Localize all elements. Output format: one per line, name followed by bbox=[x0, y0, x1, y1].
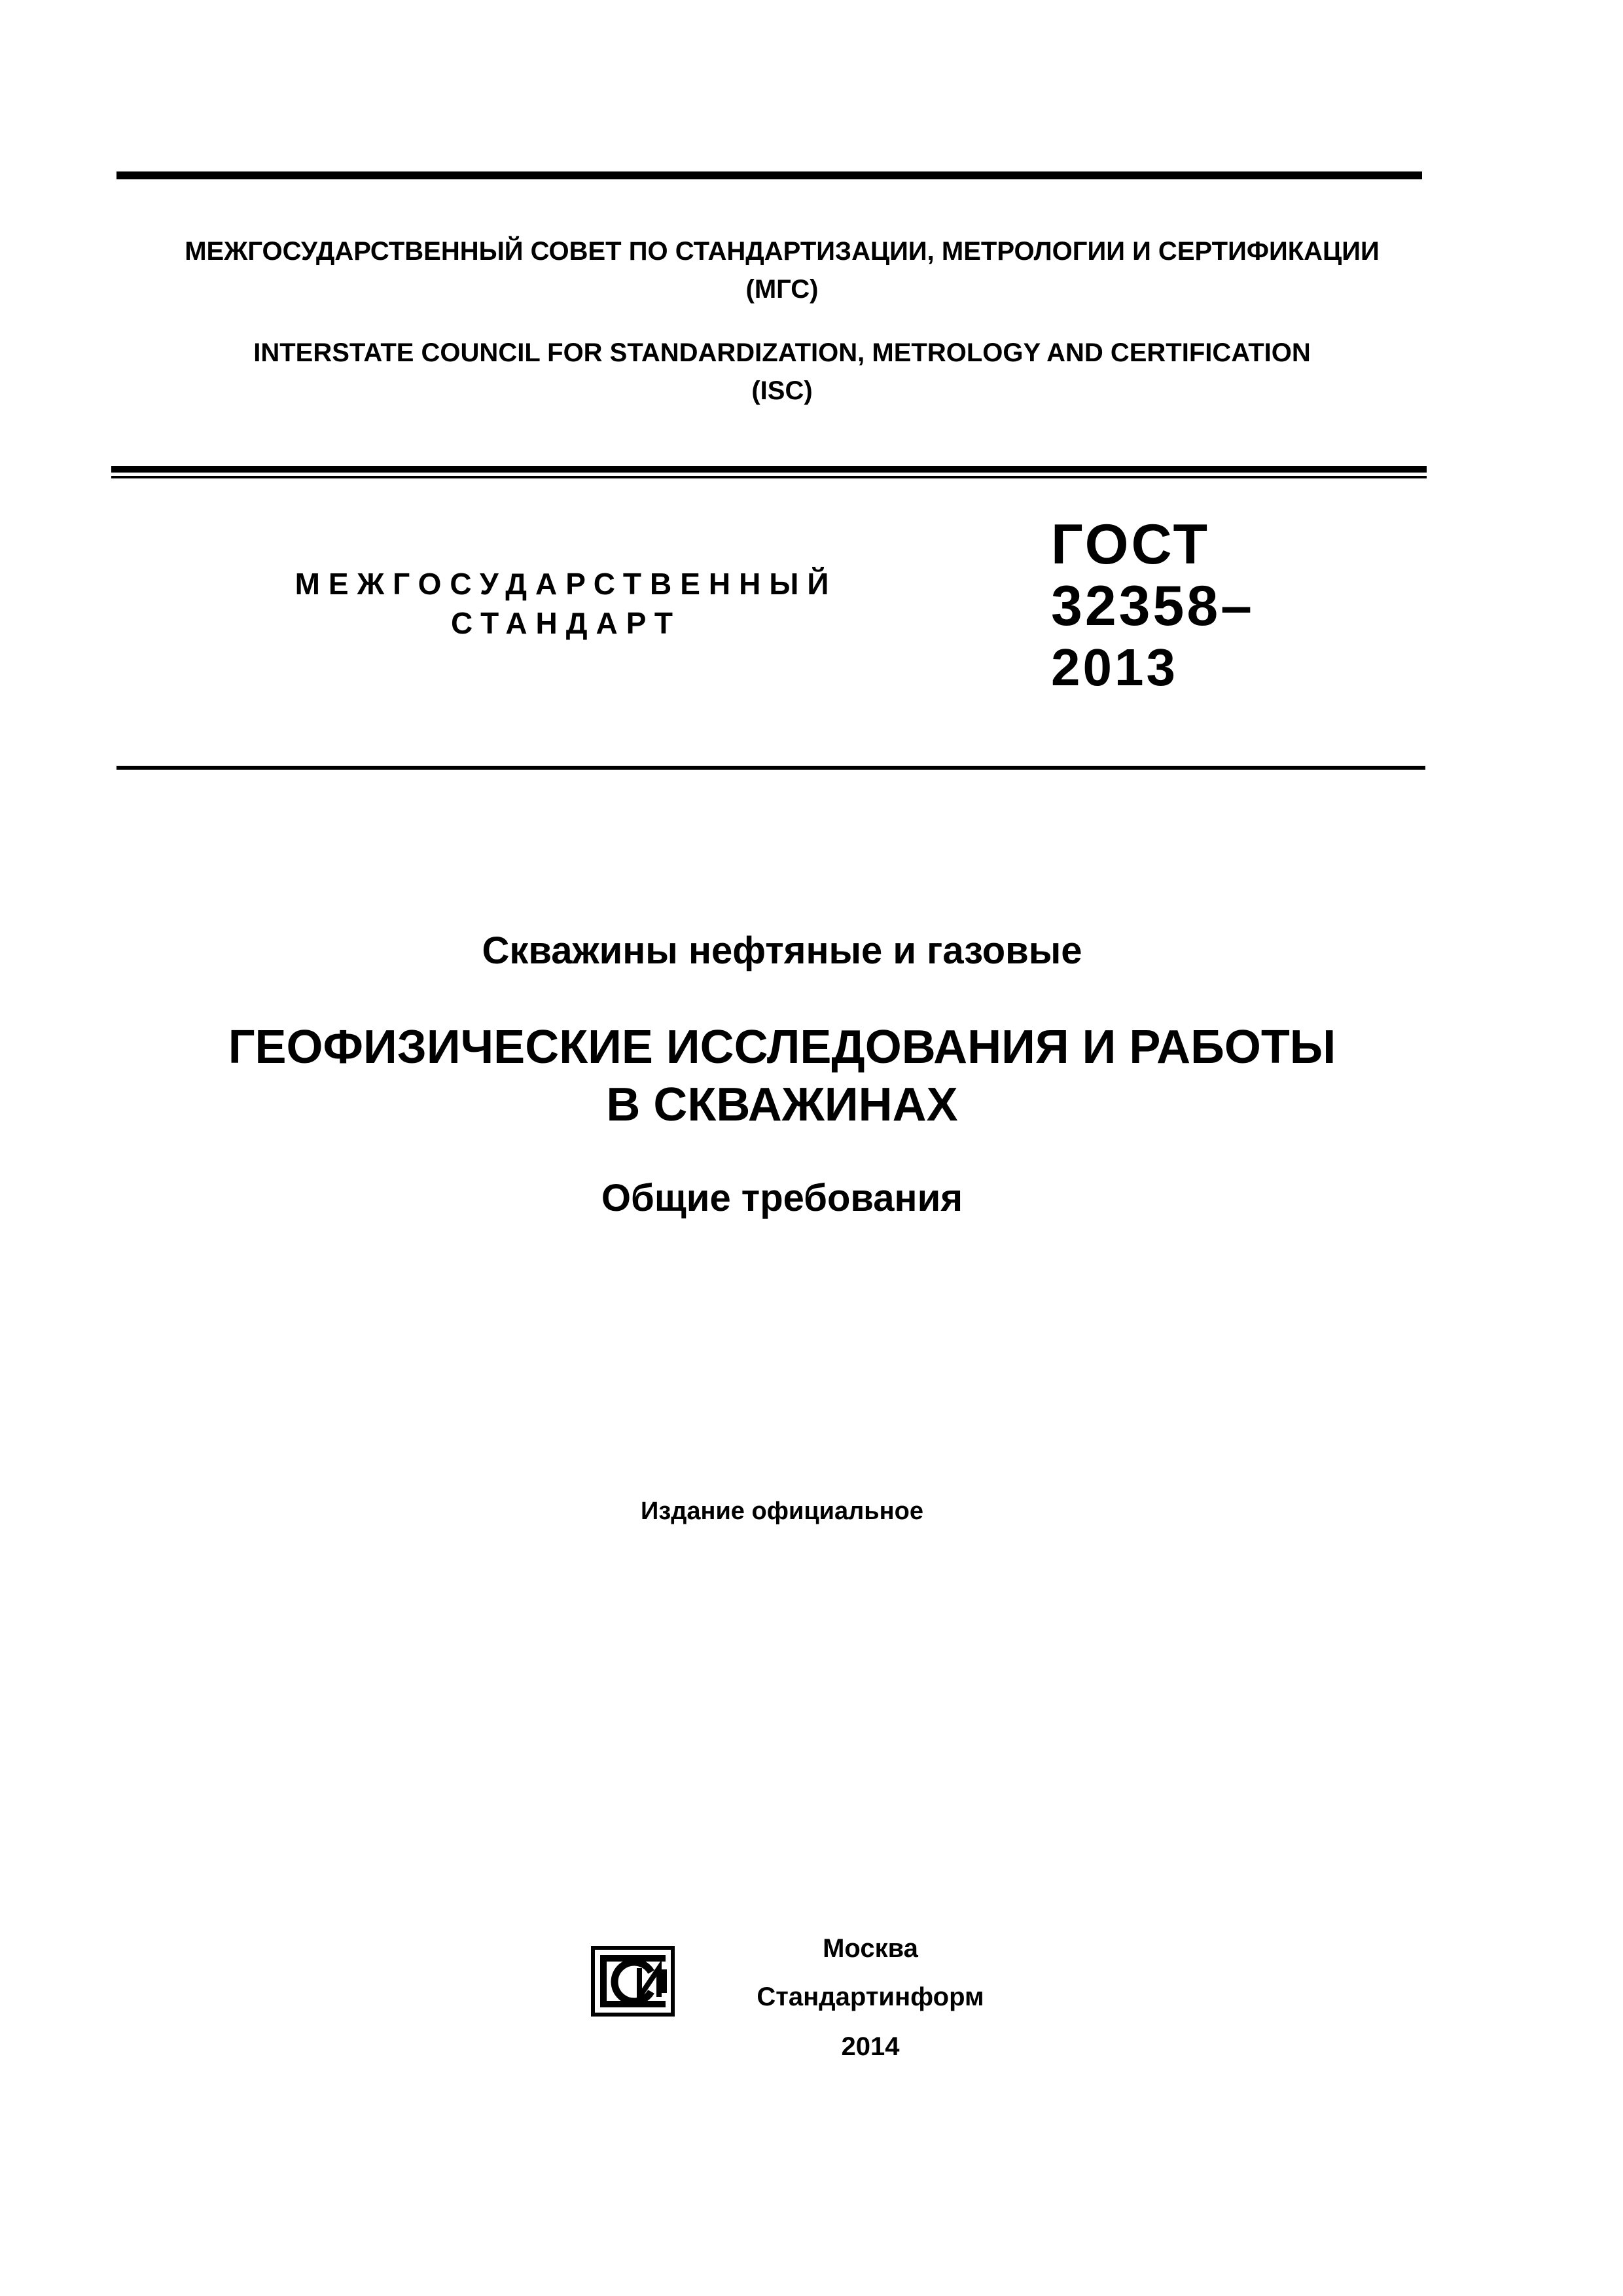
document-subtitle: Общие требования bbox=[601, 1177, 963, 1219]
document-title-line2: В СКВАЖИНАХ bbox=[606, 1079, 958, 1131]
gost-year: 2013 bbox=[1051, 638, 1178, 696]
council-name-ru bbox=[105, 232, 1459, 308]
header-divider-thick bbox=[111, 466, 1427, 473]
council-name-en-line: INTERSTATE COUNCIL FOR STANDARDIZATION, METROLOGY AND CERTIFICATION bbox=[253, 338, 1311, 367]
gost-designation bbox=[1051, 514, 1255, 698]
council-name-ru-line: МЕЖГОСУДАРСТВЕННЫЙ СОВЕТ ПО СТАНДАРТИЗАЦИИ, МЕТРОЛОГИИ И СЕРТИФИКАЦИИ bbox=[185, 237, 1380, 266]
council-name-en bbox=[105, 334, 1459, 410]
header-divider-thin bbox=[111, 476, 1427, 478]
standartinform-logo-icon bbox=[591, 1946, 675, 2017]
standard-type-line2: СТАНДАРТ bbox=[451, 606, 681, 640]
publication-year: 2014 bbox=[841, 2032, 900, 2061]
council-abbr-en: (ISC) bbox=[751, 376, 813, 405]
document-series: Скважины нефтяные и газовые bbox=[482, 929, 1082, 972]
designation-rule bbox=[116, 766, 1425, 770]
logo-graphic bbox=[591, 1946, 675, 2017]
document-title bbox=[105, 1018, 1459, 1134]
council-abbr-ru: (МГС) bbox=[745, 275, 819, 304]
document-title-line1: ГЕОФИЗИЧЕСКИЕ ИССЛЕДОВАНИЯ И РАБОТЫ bbox=[228, 1021, 1336, 1073]
publisher-name: Стандартинформ bbox=[757, 1982, 984, 2011]
gost-label: ГОСТ bbox=[1051, 513, 1211, 576]
edition-label: Издание официальное bbox=[641, 1498, 923, 1525]
publication-city: Москва bbox=[823, 1934, 918, 1963]
standard-type-line1: МЕЖГОСУДАРСТВЕННЫЙ bbox=[294, 567, 838, 601]
gost-number: 32358– bbox=[1051, 575, 1255, 637]
top-rule bbox=[116, 171, 1422, 179]
standard-type bbox=[255, 564, 877, 643]
